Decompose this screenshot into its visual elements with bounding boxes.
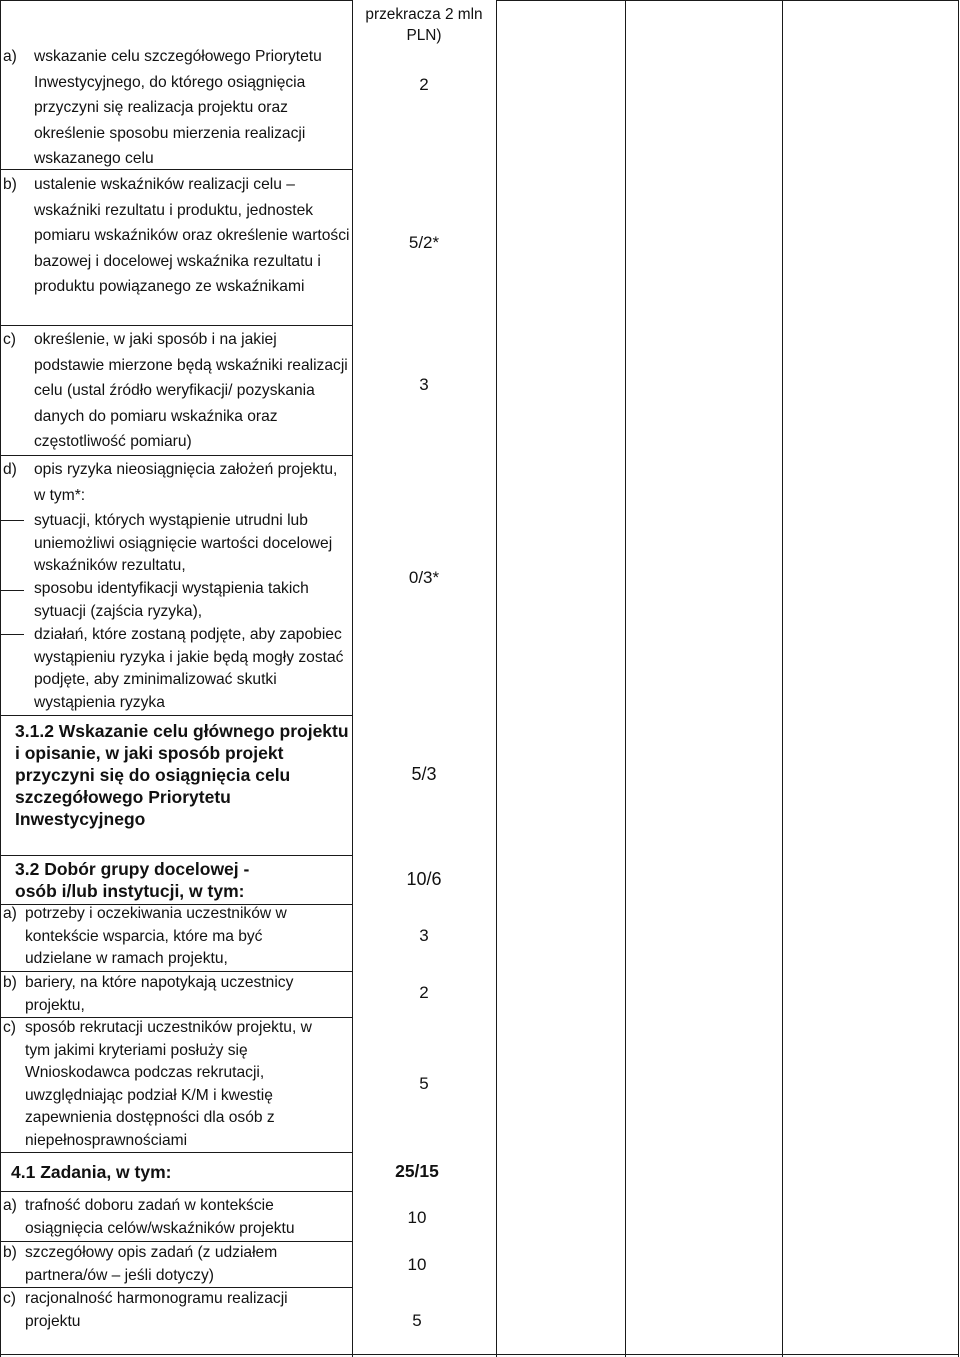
criterion-3-b: b) ustalenie wskaźników realizacji celu – wskaźniki rezultatu i produktu, jednostek pomiaru wskaźników oraz określenie wartości bazowej i docelowej wskaźnika rezultatu i produktu powiązanego ze wskaźnikami xyxy=(3,176,350,296)
points-3-a: 2 xyxy=(419,75,429,94)
points-4-1-b: 10 xyxy=(407,1255,427,1274)
points-3-2-a: 3 xyxy=(419,926,429,945)
points-3-b: 5/2* xyxy=(408,233,440,252)
points-3-c: 3 xyxy=(419,375,429,394)
criterion-3-1-2: 3.1.2 Wskazanie celu głównego projektu i opisanie, w jaki sposób projekt przyczyni się do osiągnięcia celu szczegółowego Priorytetu Inwestycyjnego xyxy=(15,721,349,829)
criterion-3-c: c) określenie, w jaki sposób i na jakiej podstawie mierzone będą wskaźniki realizacji celu (ustal źródło weryfikacji/ pozyskania danych do pomiaru wskaźnika oraz częstotliwość pomiaru) xyxy=(3,331,348,451)
points-3-2-c: 5 xyxy=(419,1074,429,1093)
section-3-2-title: 3.2 Dobór grupy docelowej - osób i/lub instytucji, w tym: xyxy=(15,859,250,901)
points-4-1-a: 10 xyxy=(407,1208,427,1227)
points-4-1-c: 5 xyxy=(412,1311,422,1330)
points-3-1-2: 5/3 xyxy=(411,764,437,784)
criterion-3-d: d) opis ryzyka nieosiągnięcia założeń projektu, w tym*: xyxy=(3,461,338,504)
section-4-1-title: 4.1 Zadania, w tym: xyxy=(11,1162,172,1182)
points-3-d: 0/3* xyxy=(408,568,440,587)
points-3-2: 10/6 xyxy=(406,869,442,889)
criterion-3-a: a) wskazanie celu szczegółowego Priorytetu Inwestycyjnego, do którego osiągnięcia przyczyni się realizacja projektu oraz określenie sposobu mierzenia realizacji wskazanego celu xyxy=(3,48,322,168)
points-4-1: 25/15 xyxy=(395,1161,439,1181)
scoring-table: przekracza 2 mln PLN) a) wskazanie celu szczegółowego Priorytetu Inwestycyjnego, do którego osiągnięcia przyczyni się realizacja projektu oraz określenie sposobu mierzenia realizacji wskazanego celu 2 b) ustalenie wskaźników realizacji celu – wskaźniki rezultatu i produktu, jednostek pomiaru wskaźników oraz określenie wartości bazowej i docelowej wskaźnika rezultatu i produktu powiązanego ze wskaźnikami 5/2* c) określenie, w jaki sposób i na jakiej podstawie mierzone będą wskaźniki realizacji celu (ustal źródło weryfikacji/ pozyskania danych do pomiaru wskaźnika oraz częstotliwość pomiaru) 3 d) opis ryzyka nieosiągnięcia założeń projektu, w tym*: sytuacji, których wystąpienie utrudni lub uniemożliwi osiągnięcie wartości docelowej wskaźników rezultatu, sposobu identyfikacji wystąpienia takich sytuacji (zajścia ryzyka), działań, które zostaną podjęte, aby zapobiec wystąpieniu ryzyka i jakie będą mogły zostać podjęte, aby zminimalizować skutki wystąpienia ryzyka 0/3* 3.1.2 Wskazanie celu głównego projektu i opisanie, w jaki sposób projekt przyczyni się do osiągnięcia celu szczegółowego Priorytetu Inwestycyjnego 5/3 3.2 Dobór grupy docelowej - osób i/lub instytucji, w tym: 10/6 a) potrzeby i oczekiwania uczestników w kontekście wsparcia, które ma być udzielane w ramach projektu, 3 b) bariery, na które napotykają uczestnicy projektu, 2 c) sposób rekrutacji uczestników projektu, w tym jakimi kryteriami posłuży się Wnioskodawca podczas rekrutacji, uwzględniając podział K/M i kwestię zapewnienia dostępności dla osób z niepełnosprawnościami 5 4.1 Zadania, w tym: 25/15 a) trafność doboru zadań w kontekście osiągnięcia celów/wskaźników projektu 10 b) szczegółowy opis zadań (z udziałem partnera/ów – jeśli dotyczy) 10 c) racjonalność harmonogramu realizacji projektu 5 xyxy=(0,0,960,1357)
points-column-header: przekracza 2 mln PLN) xyxy=(365,6,483,44)
points-3-2-b: 2 xyxy=(419,983,429,1002)
